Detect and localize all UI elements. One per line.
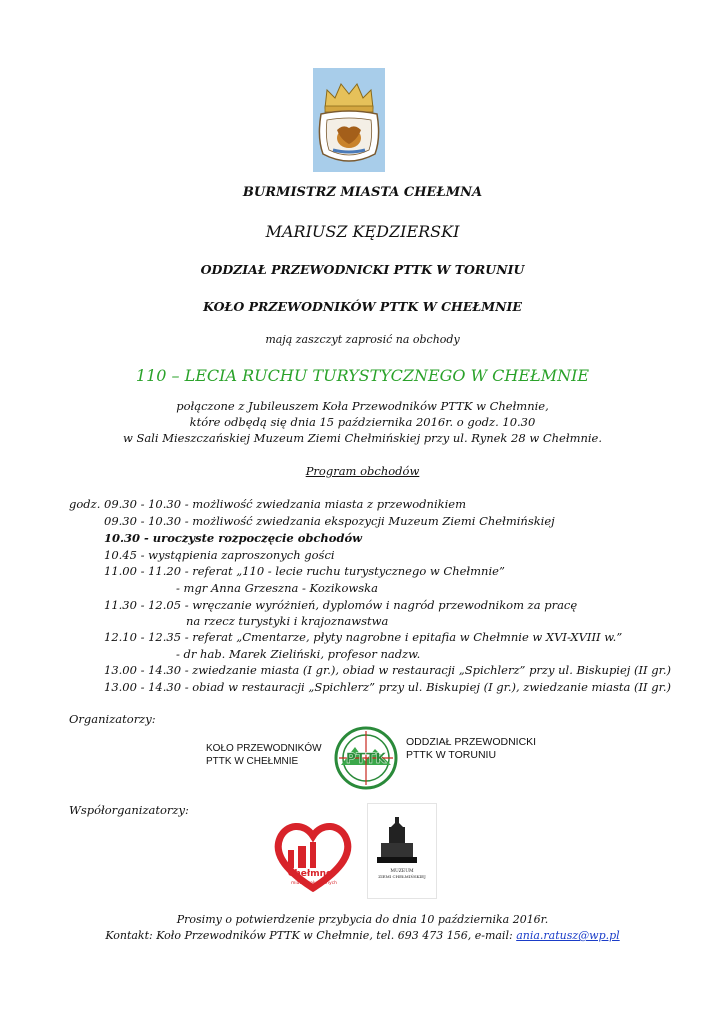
organizer-right-line-2: PTTK W TORUNIU: [406, 749, 497, 761]
program-godz-label: godz.: [69, 497, 101, 511]
contact-email-link[interactable]: ania.ratusz@wp.pl: [516, 929, 620, 942]
program-item: 10.45 - wystąpienia zaproszonych gości: [104, 548, 335, 562]
program-item: 11.30 - 12.05 - wręczanie wyróżnień, dyplomów i nagród przewodnikom za pracę: [104, 598, 578, 612]
organizer-left: [206, 742, 322, 768]
city-crest-logo: [313, 68, 385, 172]
organizer-left-line-1: KOŁO PRZEWODNIKÓW: [206, 743, 322, 754]
invite-line: mają zaszczyt zaprosić na obchody: [265, 333, 460, 346]
program-item: 13.00 - 14.30 - obiad w restauracji „Spichlerz” przy ul. Biskupiej (I gr.), zwiedzanie miasta (II gr.): [104, 680, 671, 694]
header-guides-chelmno: KOŁO PRZEWODNIKÓW PTTK W CHEŁMNIE: [203, 299, 522, 314]
intro-line-1: połączone z Jubileuszem Koła Przewodników PTTK w Chełmnie,: [176, 399, 549, 413]
header-mayor-name: MARIUSZ KĘDZIERSKI: [265, 222, 460, 241]
program-item: 11.00 - 11.20 - referat „110 - lecie ruchu turystycznego w Chełmnie”: [104, 564, 505, 578]
museum-logo: [367, 803, 437, 899]
coorganizers-label: Współorganizatorzy:: [69, 803, 189, 817]
organizer-right-line-1: ODDZIAŁ PRZEWODNICKI: [406, 736, 537, 748]
program-item-speaker: - mgr Anna Grzeszna - Kozikowska: [176, 581, 378, 595]
program-item: 09.30 - 10.30 - możliwość zwiedzania ekspozycji Muzeum Ziemi Chełmińskiej: [104, 514, 555, 528]
program-item-highlight: 10.30 - uroczyste rozpoczęcie obchodów: [104, 531, 363, 545]
intro-line-3: w Sali Mieszczańskiej Muzeum Ziemi Chełmińskiej przy ul. Rynek 28 w Chełmnie.: [122, 431, 603, 445]
pttk-logo: [331, 725, 401, 791]
footer-rsvp: Prosimy o potwierdzenie przybycia do dnia 10 października 2016r.: [176, 913, 549, 926]
header-mayor-title: BURMISTRZ MIASTA CHEŁMNA: [242, 185, 483, 200]
chelmno-logo-text: Chełmno: [287, 869, 333, 879]
footer-contact: [0, 929, 725, 942]
museum-logo-line-1: MUZEUM: [390, 869, 414, 874]
chelmno-heart-logo: [272, 816, 354, 896]
program-item: 09.30 - 10.30 - możliwość zwiedzania miasta z przewodnikiem: [104, 497, 466, 511]
program-item-speaker: - dr hab. Marek Zieliński, profesor nadzw.: [176, 647, 421, 661]
organizers-label: Organizatorzy:: [69, 712, 156, 726]
event-title: 110 – LECIA RUCHU TURYSTYCZNEGO W CHEŁMNIE: [135, 366, 590, 385]
header-branch-torun: ODDZIAŁ PRZEWODNICKI PTTK W TORUNIU: [200, 262, 525, 277]
program-item: 13.00 - 14.30 - zwiedzanie miasta (I gr.), obiad w restauracji „Spichlerz” przy ul. Biskupiej (II gr.): [104, 663, 671, 677]
chelmno-logo-sub: miasto zakochanych: [291, 881, 337, 886]
program-item-continuation: na rzecz turystyki i krajoznawstwa: [186, 614, 389, 628]
program-item: 12.10 - 12.35 - referat „Cmentarze, płyty nagrobne i epitafia w Chełmnie w XVI-XVIII w.”: [104, 630, 623, 644]
intro-line-2: które odbędą się dnia 15 października 2016r. o godz. 10.30: [189, 415, 536, 429]
organizer-right: [406, 736, 536, 762]
pttk-logo-text: PTTK: [345, 751, 387, 767]
organizer-left-line-2: PTTK W CHEŁMNIE: [206, 756, 299, 767]
museum-logo-line-2: ZIEMI CHEŁMIŃSKIEJ: [378, 874, 426, 879]
footer-contact-text: Kontakt: Koło Przewodników PTTK w Chełmnie, tel. 693 473 156, e-mail:: [105, 929, 517, 942]
program-heading: Program obchodów: [305, 464, 420, 478]
